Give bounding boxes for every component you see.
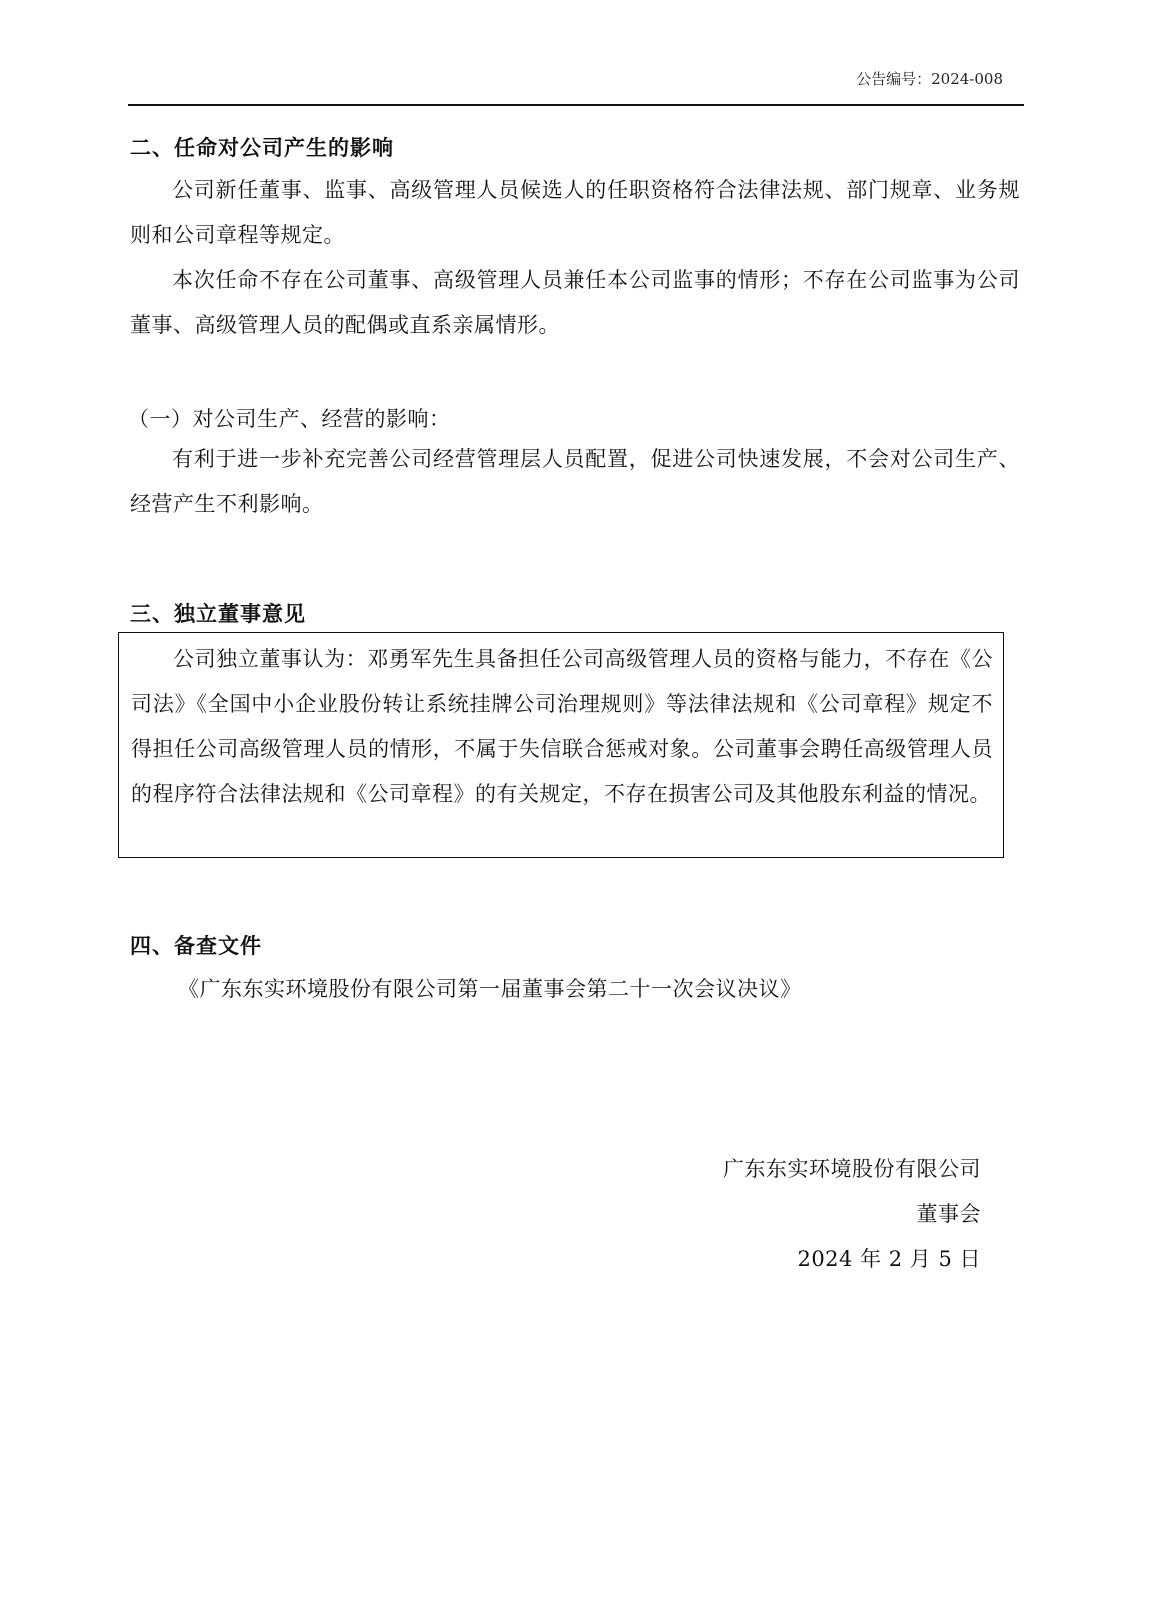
independent-director-opinion-box bbox=[118, 632, 1004, 858]
section-heading-independent-directors: 三、独立董事意见 bbox=[130, 602, 306, 626]
signature-date: 2024 年 2 月 5 日 bbox=[797, 1247, 981, 1271]
signature-board: 董事会 bbox=[916, 1202, 981, 1226]
subsection-heading-operations: （一）对公司生产、经营的影响： bbox=[128, 407, 451, 431]
section-heading-impact: 二、任命对公司产生的影响 bbox=[130, 136, 394, 160]
paragraph-operations-impact: 有利于进一步补充完善公司经营管理层人员配置，促进公司快速发展，不会对公司生产、经营产生不利影响。 bbox=[130, 447, 1020, 516]
paragraph-qualification: 公司新任董事、监事、高级管理人员候选人的任职资格符合法律法规、部门规章、业务规则和公司章程等规定。 bbox=[130, 178, 1020, 247]
reference-document-title: 《广东东实环境股份有限公司第一届董事会第二十一次会议决议》 bbox=[178, 977, 802, 1001]
header-divider bbox=[128, 104, 1024, 106]
paragraph-no-conflict: 本次任命不存在公司董事、高级管理人员兼任本公司监事的情形；不存在公司监事为公司董事、高级管理人员的配偶或直系亲属情形。 bbox=[130, 268, 1020, 337]
section-heading-reference-documents: 四、备查文件 bbox=[130, 934, 262, 958]
paragraph-independent-director-opinion: 公司独立董事认为：邓勇军先生具备担任公司高级管理人员的资格与能力，不存在《公司法》《全国中小企业股份转让系统挂牌公司治理规则》等法律法规和《公司章程》规定不得担任公司高级管理人员的情形，不属于失信联合惩戒对象。公司董事会聘任高级管理人员的程序符合法律法规和《公司章程》的有关规定，不存在损害公司及其他股东利益的情况。 bbox=[131, 647, 993, 806]
signature-company: 广东东实环境股份有限公司 bbox=[723, 1157, 981, 1181]
announcement-number: 公告编号：2024-008 bbox=[856, 70, 1003, 88]
